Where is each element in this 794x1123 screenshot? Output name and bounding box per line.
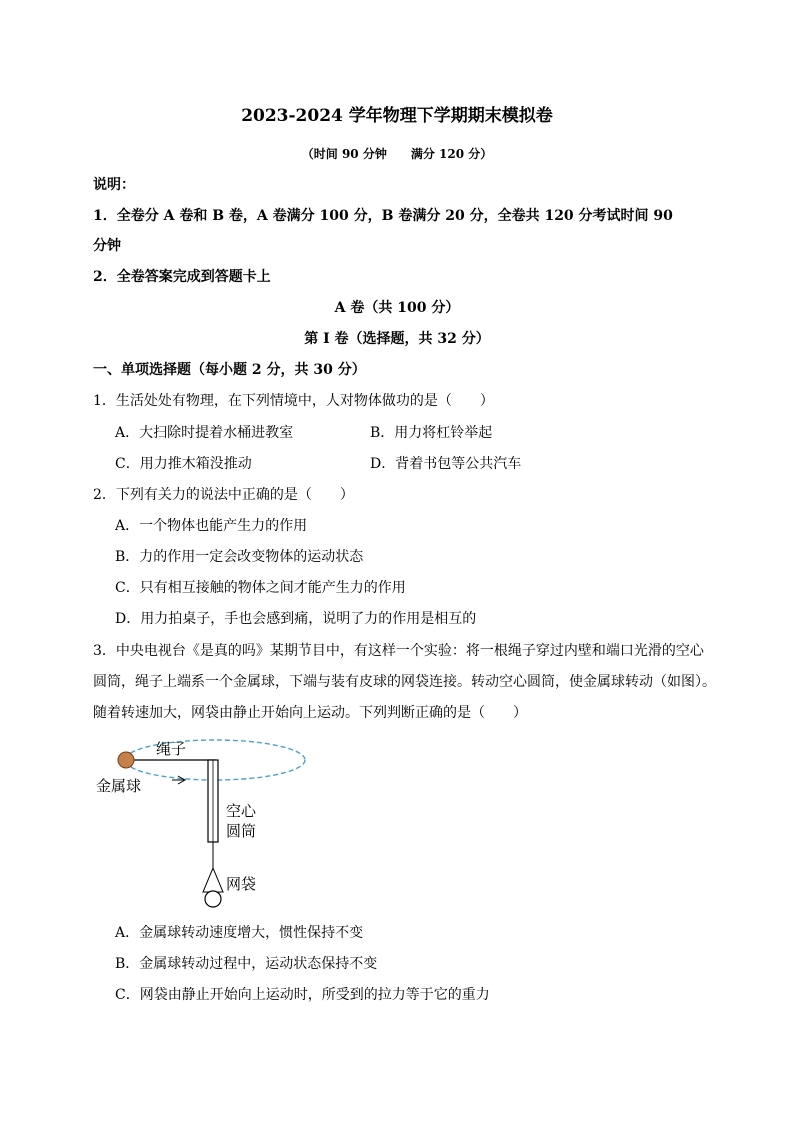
question-3-stem-line-3: 随着转速加大，网袋由静止开始向上运动。下列判断正确的是（ ） xyxy=(93,705,527,721)
question-2-option-b: B．力的作用一定会改变物体的运动状态 xyxy=(115,549,364,565)
part-1-heading: 第 I 卷（选择题，共 32 分） xyxy=(304,331,490,347)
question-1-option-c: C．用力推木箱没推动 xyxy=(115,456,252,472)
question-3-stem-line-2: 圆筒，绳子上端系一个金属球，下端与装有皮球的网袋连接。转动空心圆筒，使金属球转动（如图）。 xyxy=(93,674,716,690)
label-tube-1: 空心 xyxy=(226,802,257,820)
label-ball: 金属球 xyxy=(96,777,142,795)
question-1-option-d: D．背着书包等公共汽车 xyxy=(370,456,522,472)
volume-a-heading: A 卷（共 100 分） xyxy=(334,300,460,316)
net-ball xyxy=(205,891,221,907)
label-rope: 绳子 xyxy=(156,740,187,758)
question-3-option-c: C．网袋由静止开始向上运动时，所受到的拉力等于它的重力 xyxy=(115,987,490,1003)
note-2: 2．全卷答案完成到答题卡上 xyxy=(93,269,271,285)
net-bag xyxy=(203,868,223,892)
metal-ball xyxy=(118,752,134,768)
question-1-option-b: B．用力将杠铃举起 xyxy=(370,425,493,441)
question-2-option-a: A．一个物体也能产生力的作用 xyxy=(115,518,308,534)
note-1-line-2: 分钟 xyxy=(93,238,121,254)
label-tube-2: 圆筒 xyxy=(226,822,257,840)
question-3-option-a: A．金属球转动速度增大，惯性保持不变 xyxy=(115,925,364,941)
question-1-stem: 1．生活处处有物理，在下列情境中，人对物体做功的是（ ） xyxy=(93,393,494,409)
single-choice-heading: 一、单项选择题（每小题 2 分，共 30 分） xyxy=(93,362,366,378)
question-2-stem: 2．下列有关力的说法中正确的是（ ） xyxy=(93,487,354,503)
notes-heading: 说明： xyxy=(93,177,135,193)
question-3-option-b: B．金属球转动过程中，运动状态保持不变 xyxy=(115,956,378,972)
note-1-line-1: 1．全卷分 A 卷和 B 卷，A 卷满分 100 分，B 卷满分 20 分，全卷共 120 分考试时间 90 xyxy=(93,208,673,224)
page-title: 2023-2024 学年物理下学期期末模拟卷 xyxy=(241,106,553,126)
question-3-stem-line-1: 3．中央电视台《是真的吗》某期节目中，有这样一个实验：将一根绳子穿过内壁和端口光滑的空心 xyxy=(93,643,704,659)
question-2-option-c: C．只有相互接触的物体之间才能产生力的作用 xyxy=(115,580,406,596)
question-1-option-a: A．大扫除时提着水桶进教室 xyxy=(115,425,294,441)
question-2-option-d: D．用力拍桌子，手也会感到痛，说明了力的作用是相互的 xyxy=(115,611,477,627)
page-subtitle: （时间 90 分钟 满分 120 分） xyxy=(301,147,493,161)
label-net: 网袋 xyxy=(226,875,257,893)
question-3-figure xyxy=(90,730,320,915)
